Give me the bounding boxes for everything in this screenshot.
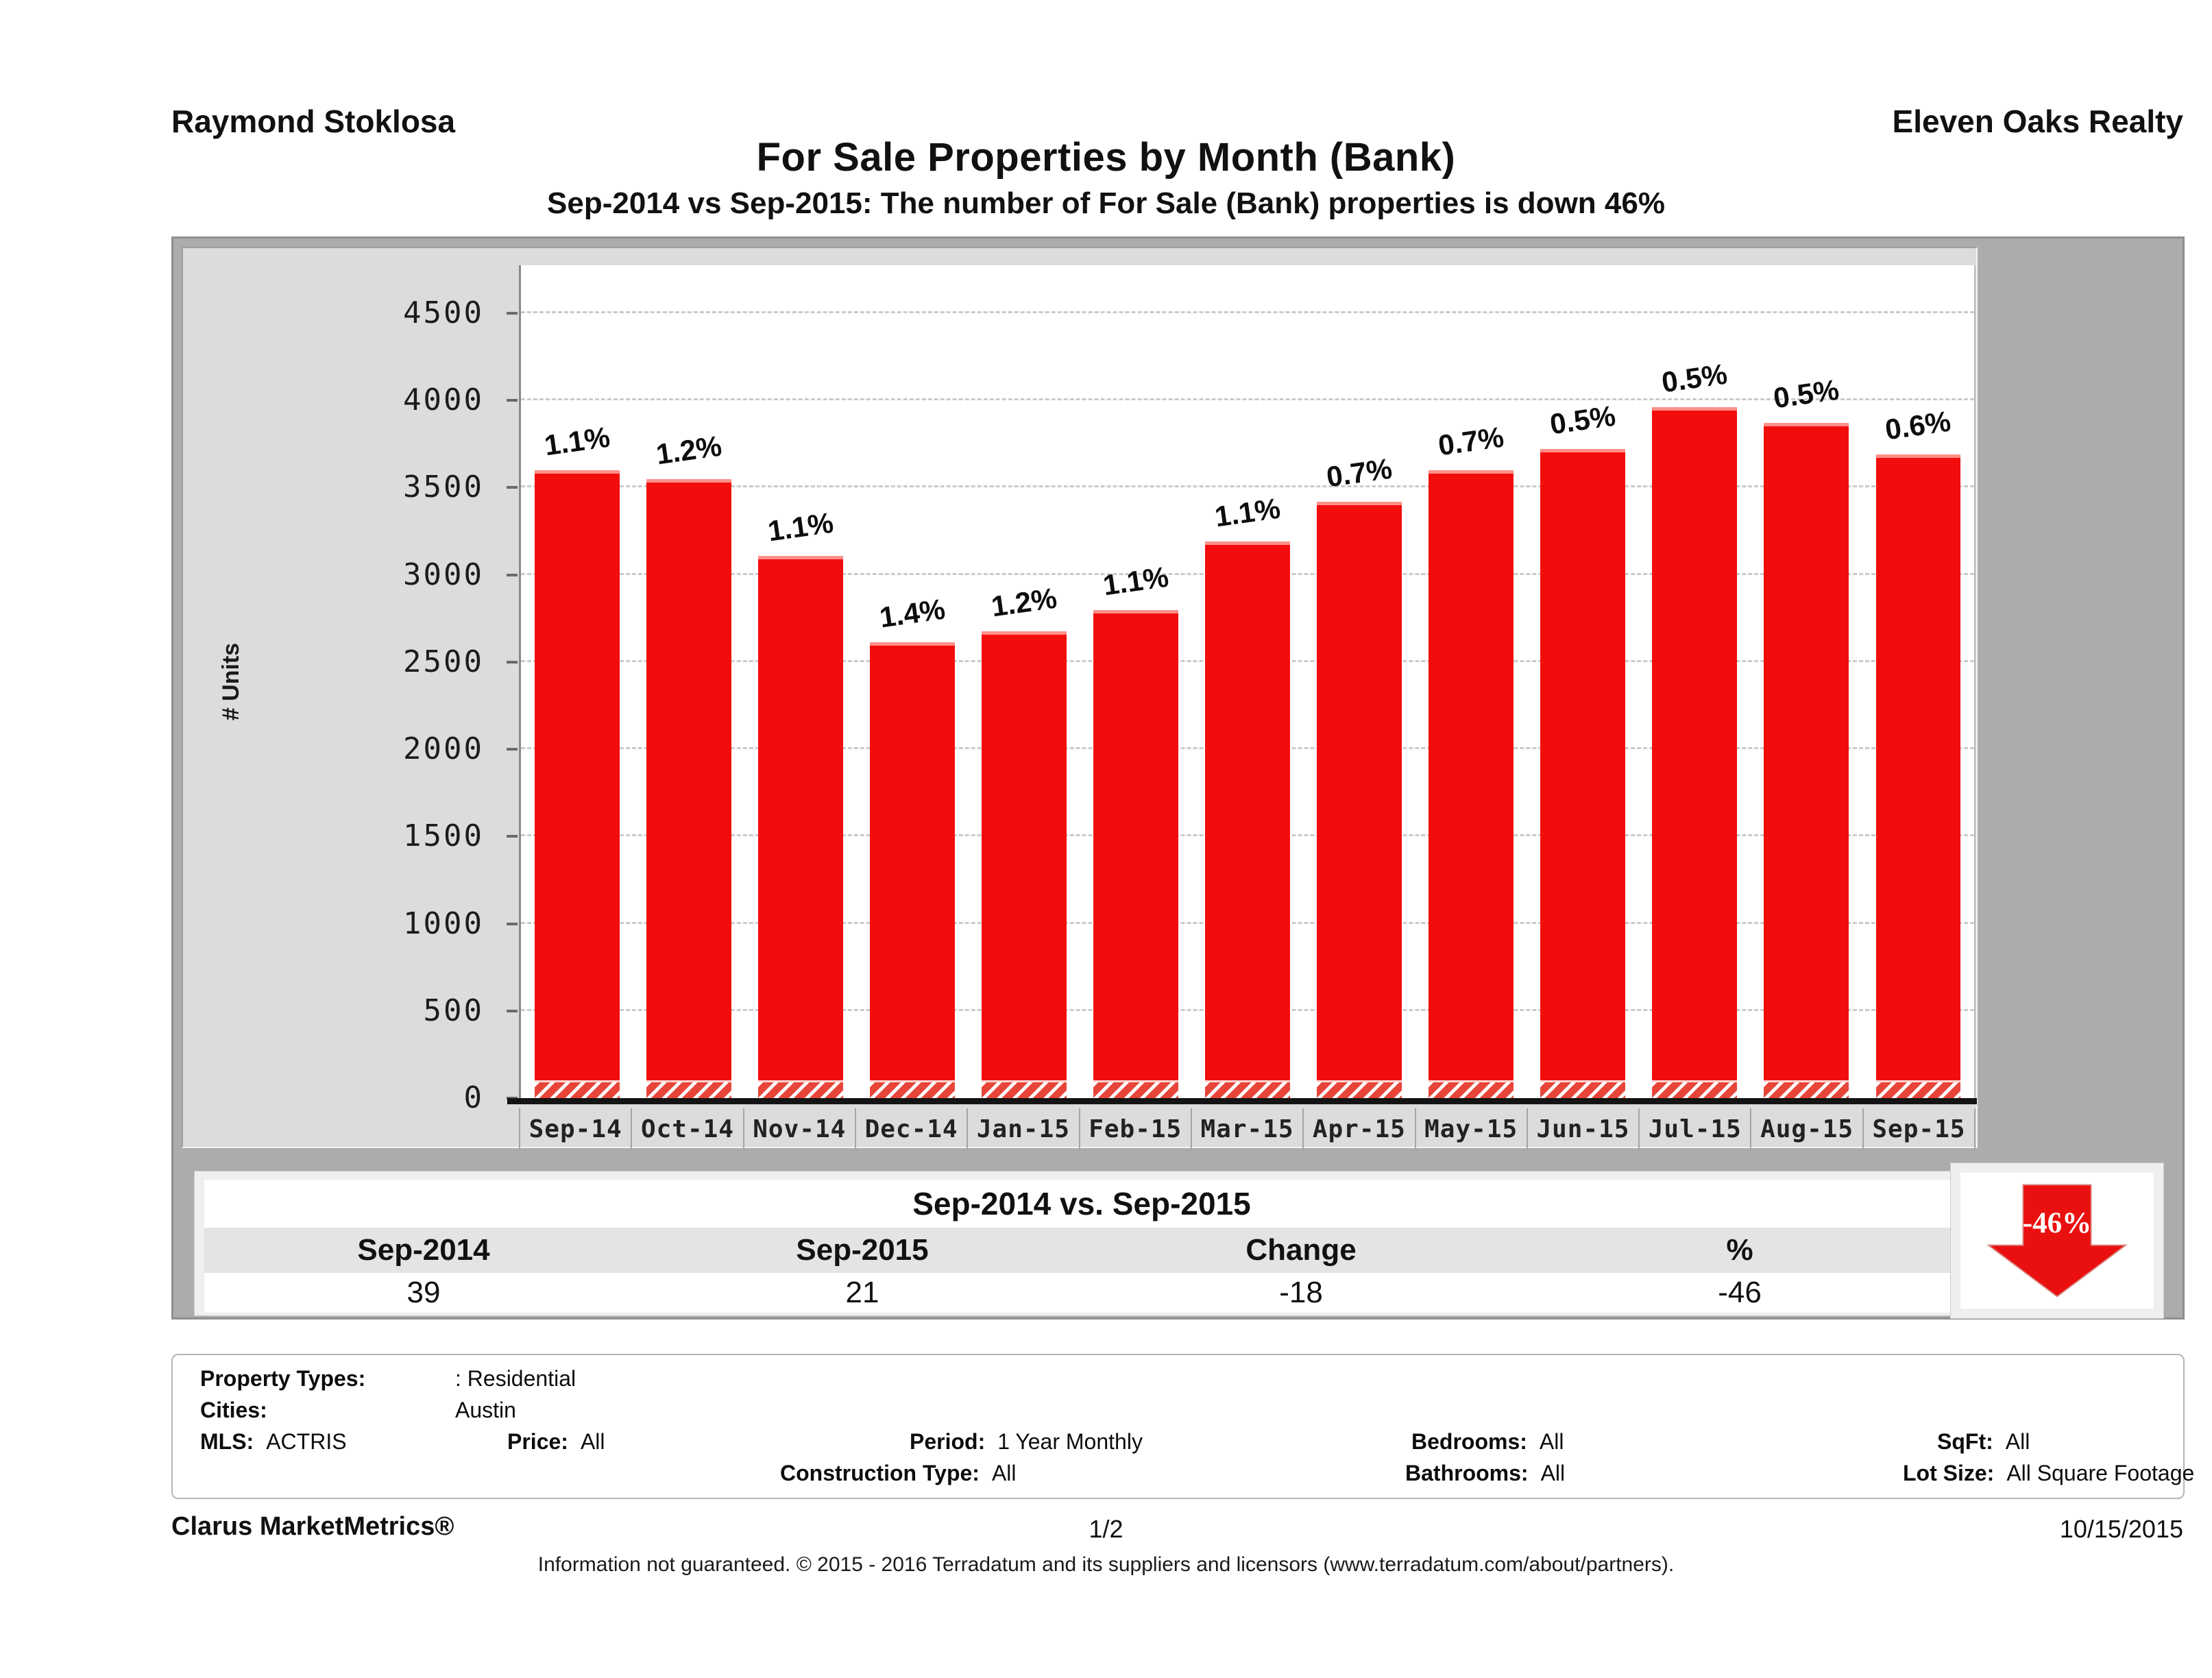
- bar-slot: [968, 265, 1080, 1098]
- bar: [870, 642, 955, 1098]
- lot-size-label: Lot Size:: [1903, 1461, 1995, 1485]
- y-tick-mark: [507, 312, 518, 315]
- criteria-property-types: [200, 1366, 365, 1391]
- bar: [982, 631, 1067, 1098]
- footer-page-number: 1/2: [1089, 1515, 1123, 1543]
- bar-slot: [633, 265, 744, 1098]
- y-axis-title-wrap: [193, 265, 270, 1098]
- bar-slot: [1862, 265, 1974, 1098]
- property-types-value: : Residential: [455, 1366, 576, 1391]
- bar-slot: [1191, 265, 1303, 1098]
- bar: [1093, 610, 1178, 1098]
- bar-percent-label: 1.1%: [542, 420, 612, 462]
- summary-value: 21: [845, 1276, 879, 1309]
- summary-value: -18: [1279, 1276, 1323, 1309]
- summary-header-row: [204, 1228, 1959, 1273]
- mls-value: ACTRIS: [266, 1429, 347, 1454]
- lot-size-value: All Square Footage: [2006, 1461, 2195, 1485]
- footer-brand: Clarus MarketMetrics®: [171, 1512, 454, 1541]
- y-tick-label: 2000: [403, 731, 484, 767]
- bar-hatch-base: [1093, 1080, 1178, 1098]
- x-axis-labels: [519, 1108, 1976, 1151]
- criteria-price: [507, 1429, 605, 1455]
- trend-arrow-panel: [1950, 1163, 2164, 1319]
- mls-label: MLS:: [200, 1429, 254, 1454]
- bar-hatch-base: [1652, 1080, 1737, 1098]
- footer-disclaimer: Information not guaranteed. © 2015 - 2016 Terradatum and its suppliers and licensors (www.terradatum.com/about/partners).: [537, 1553, 1675, 1576]
- bar-slot: [856, 265, 968, 1098]
- summary-title: Sep-2014 vs. Sep-2015: [204, 1180, 1959, 1228]
- y-axis-tick-labels: [358, 265, 495, 1115]
- price-value: All: [580, 1429, 605, 1454]
- y-tick-label: 0: [463, 1080, 484, 1115]
- criteria-lot-size: [1903, 1461, 2194, 1486]
- footer-date: 10/15/2015: [2059, 1515, 2183, 1543]
- bedrooms-label: Bedrooms:: [1411, 1429, 1527, 1454]
- x-axis-label: Apr-15: [1302, 1108, 1414, 1151]
- x-axis-label: Aug-15: [1750, 1108, 1862, 1151]
- bar-hatch-base: [1876, 1080, 1961, 1098]
- bar-hatch-base: [1764, 1080, 1849, 1098]
- bathrooms-value: All: [1540, 1461, 1566, 1485]
- criteria-cities: [200, 1398, 267, 1423]
- cities-label: Cities:: [200, 1398, 267, 1422]
- bar: [1317, 502, 1402, 1098]
- x-axis-label: Feb-15: [1079, 1108, 1191, 1151]
- bar-hatch-base: [982, 1080, 1067, 1098]
- price-label: Price:: [507, 1429, 568, 1454]
- bar-percent-label: 1.2%: [989, 581, 1059, 623]
- criteria-property-types-value: [455, 1366, 576, 1391]
- period-value: 1 Year Monthly: [997, 1429, 1143, 1454]
- bar-slot: [1304, 265, 1415, 1098]
- bathrooms-label: Bathrooms:: [1405, 1461, 1529, 1485]
- bar: [646, 479, 731, 1098]
- bar-slot: [1415, 265, 1527, 1098]
- y-tick-mark: [507, 399, 518, 402]
- report-subtitle: Sep-2014 vs Sep-2015: The number of For Sale (Bank) properties is down 46%: [547, 186, 1665, 220]
- y-tick-mark: [507, 748, 518, 751]
- bar-percent-label: 0.5%: [1771, 373, 1841, 415]
- y-tick-label: 1500: [403, 818, 484, 854]
- summary-column-header: Change: [1245, 1233, 1357, 1267]
- bar: [1652, 407, 1737, 1098]
- period-label: Period:: [910, 1429, 986, 1454]
- criteria-period: [910, 1429, 1143, 1455]
- bar-percent-label: 0.7%: [1436, 420, 1506, 462]
- summary-value: 39: [406, 1276, 441, 1309]
- criteria-construction: [780, 1461, 1017, 1486]
- y-tick-mark: [507, 835, 518, 838]
- bar: [1429, 470, 1514, 1098]
- summary-column-header: Sep-2014: [357, 1233, 490, 1267]
- cities-value: Austin: [455, 1398, 516, 1422]
- bar-percent-label: 1.2%: [653, 429, 724, 471]
- x-axis-label: Dec-14: [855, 1108, 967, 1151]
- y-tick-mark: [507, 486, 518, 489]
- chart-panel: [182, 247, 1978, 1148]
- summary-column-header: %: [1726, 1233, 1753, 1267]
- bar-hatch-base: [646, 1080, 731, 1098]
- bar: [535, 470, 620, 1098]
- bar-percent-label: 1.4%: [877, 592, 947, 634]
- x-axis-label: Jul-15: [1638, 1108, 1750, 1151]
- bar-slot: [1751, 265, 1862, 1098]
- bar-percent-label: 1.1%: [1101, 560, 1171, 602]
- y-tick-label: 3500: [403, 470, 484, 505]
- x-axis-label: Jan-15: [967, 1108, 1078, 1151]
- x-axis-label: Sep-15: [1862, 1108, 1976, 1151]
- bar-percent-label: 1.1%: [1213, 491, 1283, 533]
- sqft-label: SqFt:: [1937, 1429, 1993, 1454]
- x-axis-label: Oct-14: [631, 1108, 742, 1151]
- y-tick-mark: [507, 574, 518, 576]
- x-axis-label: May-15: [1415, 1108, 1527, 1151]
- bar-percent-label: 0.6%: [1883, 404, 1954, 446]
- criteria-bedrooms: [1411, 1429, 1564, 1455]
- construction-value: All: [991, 1461, 1017, 1485]
- y-axis-title: # Units: [218, 642, 245, 721]
- bar: [1876, 454, 1961, 1098]
- bar-percent-label: 0.5%: [1548, 400, 1618, 441]
- bar-percent-label: 1.1%: [765, 506, 836, 548]
- y-tick-label: 2500: [403, 644, 484, 679]
- bedrooms-value: All: [1539, 1429, 1564, 1454]
- construction-label: Construction Type:: [780, 1461, 980, 1485]
- bar: [758, 556, 843, 1098]
- chart-container: [171, 236, 2185, 1320]
- x-axis-line: [507, 1098, 1977, 1104]
- criteria-mls: [200, 1429, 347, 1455]
- criteria-bathrooms: [1405, 1461, 1565, 1486]
- y-tick-label: 4000: [403, 382, 484, 418]
- property-types-label: Property Types:: [200, 1366, 366, 1391]
- y-tick-label: 1000: [403, 905, 484, 941]
- summary-table: [194, 1171, 1969, 1316]
- bar-hatch-base: [535, 1080, 620, 1098]
- bar: [1205, 542, 1290, 1098]
- x-axis-label: Nov-14: [743, 1108, 855, 1151]
- y-tick-label: 500: [423, 993, 484, 1028]
- bar-slot: [521, 265, 633, 1098]
- y-tick-mark: [507, 1010, 518, 1012]
- bar-slot: [1080, 265, 1191, 1098]
- y-tick-label: 4500: [403, 295, 484, 330]
- x-axis-label: Sep-14: [519, 1108, 631, 1151]
- criteria-cities-value: [455, 1398, 516, 1423]
- bar-hatch-base: [1540, 1080, 1625, 1098]
- bar-percent-label: 0.5%: [1660, 357, 1729, 399]
- agent-name: Raymond Stoklosa: [171, 104, 456, 139]
- bar-hatch-base: [758, 1080, 843, 1098]
- bar-hatch-base: [1317, 1080, 1402, 1098]
- x-axis-label: Jun-15: [1527, 1108, 1638, 1151]
- bar-slot: [744, 265, 856, 1098]
- bar-hatch-base: [1205, 1080, 1290, 1098]
- trend-arrow-box: [1960, 1173, 2154, 1309]
- x-axis-label: Mar-15: [1191, 1108, 1302, 1151]
- sqft-value: All: [2005, 1429, 2030, 1454]
- y-tick-mark: [507, 923, 518, 925]
- plot-area: [519, 265, 1976, 1098]
- arrow-label: -46%: [2022, 1206, 2092, 1239]
- bar: [1764, 423, 1849, 1098]
- company-name: Eleven Oaks Realty: [1892, 104, 2183, 139]
- y-tick-mark: [507, 661, 518, 664]
- bar-hatch-base: [870, 1080, 955, 1098]
- summary-value: -46: [1718, 1276, 1762, 1309]
- bar: [1540, 449, 1625, 1098]
- report-title: For Sale Properties by Month (Bank): [756, 135, 1456, 180]
- down-arrow-icon: [1982, 1180, 2132, 1302]
- criteria-sqft: [1937, 1429, 2030, 1455]
- summary-value-row: [204, 1273, 1959, 1313]
- criteria-box: [171, 1354, 2195, 1499]
- bar-hatch-base: [1429, 1080, 1514, 1098]
- summary-column-header: Sep-2015: [796, 1233, 929, 1267]
- y-tick-label: 3000: [403, 557, 484, 592]
- bar-percent-label: 0.7%: [1324, 452, 1394, 494]
